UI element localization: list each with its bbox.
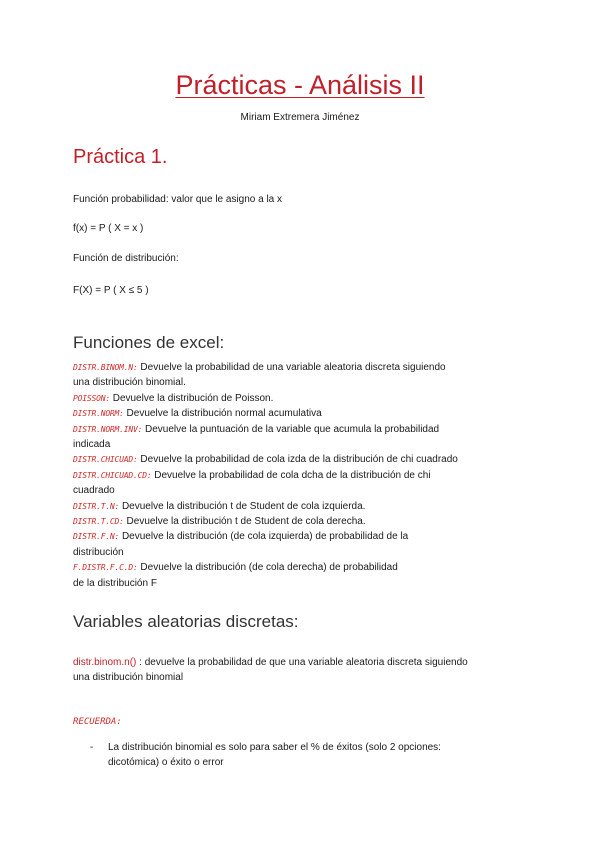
author-name: Miriam Extremera Jiménez	[240, 112, 360, 123]
function-desc: Devuelve la probabilidad de cola izda de la distribución de chi cuadrado	[137, 454, 458, 466]
list-item	[73, 560, 523, 591]
function-desc: Devuelve la probabilidad de una variable aleatoria discreta siguiendo	[137, 362, 446, 373]
function-desc-cont: distribución	[73, 546, 124, 558]
function-name: POISSON:	[73, 393, 110, 403]
document-title: Prácticas - Análisis II	[175, 70, 425, 100]
function-desc: Devuelve la distribución t de Student de cola izquierda.	[119, 500, 366, 512]
list-item	[73, 406, 523, 421]
function-desc-cont: cuadrado	[73, 485, 115, 497]
list-item	[73, 499, 523, 514]
function-name: DISTR.T.CD:	[73, 517, 124, 527]
function-name: DISTR.CHICUAD:	[73, 455, 138, 465]
excel-heading: Funciones de excel:	[73, 333, 225, 352]
discrete-text: : devuelve la probabilidad de que una variable aleatoria discreta siguiendo	[136, 657, 468, 668]
function-name: DISTR.NORM.INV:	[73, 424, 143, 434]
list-item	[73, 391, 523, 406]
function-desc: Devuelve la distribución t de Student de cola derecha.	[123, 516, 366, 528]
function-desc-cont: una distribución binomial.	[73, 377, 186, 389]
discrete-heading: Variables aleatorias discretas:	[73, 612, 299, 631]
funcion-probabilidad-text: Función probabilidad: valor que le asigno a la x	[73, 194, 283, 205]
function-name: DISTR.BINOM.N:	[73, 363, 138, 372]
function-name: DISTR.CHICUAD.CD:	[73, 470, 152, 480]
function-desc: Devuelve la distribución normal acumulativa	[123, 408, 322, 420]
bullet-dash: -	[90, 742, 94, 753]
bullet-list-item	[90, 740, 490, 770]
fx-formula: f(x) = P ( X = x )	[73, 223, 144, 234]
discrete-text-cont: una distribución binomial	[73, 672, 184, 683]
function-desc: Devuelve la probabilidad de cola dcha de la distribución de chi	[151, 469, 431, 481]
function-desc-cont: de la distribución F	[73, 577, 157, 589]
Fx-formula: F(X) = P ( X ≤ 5 )	[73, 285, 149, 296]
bullet-text: La distribución binomial es solo para saber el % de éxitos (solo 2 opciones: dicotómica) o éxito o error	[108, 742, 441, 768]
list-item	[73, 452, 523, 467]
function-desc-cont: indicada	[73, 439, 111, 451]
function-name: DISTR.T.N:	[73, 501, 120, 511]
practica-heading: Práctica 1.	[73, 146, 168, 168]
function-name: F.DISTR.F.C.D:	[73, 563, 138, 573]
list-item	[73, 360, 523, 391]
function-desc: Devuelve la puntuación de la variable que acumula la probabilidad	[142, 423, 440, 435]
function-desc: Devuelve la distribución (de cola derecha) de probabilidad	[137, 562, 398, 574]
list-item	[73, 514, 523, 529]
list-item	[73, 422, 523, 453]
excel-function-list	[73, 360, 523, 591]
discrete-paragraph	[73, 655, 533, 685]
function-name: DISTR.NORM:	[73, 409, 124, 419]
function-desc: Devuelve la distribución de Poisson.	[109, 392, 274, 404]
discrete-code: distr.binom.n()	[73, 657, 137, 668]
list-item	[73, 468, 523, 499]
recuerda-label: RECUERDA:	[73, 717, 122, 727]
list-item	[73, 529, 523, 560]
function-desc: Devuelve la distribución (de cola izquierda) de probabilidad de la	[119, 531, 409, 543]
funcion-distribucion-text: Función de distribución:	[73, 253, 179, 264]
function-name: DISTR.F.N:	[73, 532, 120, 542]
